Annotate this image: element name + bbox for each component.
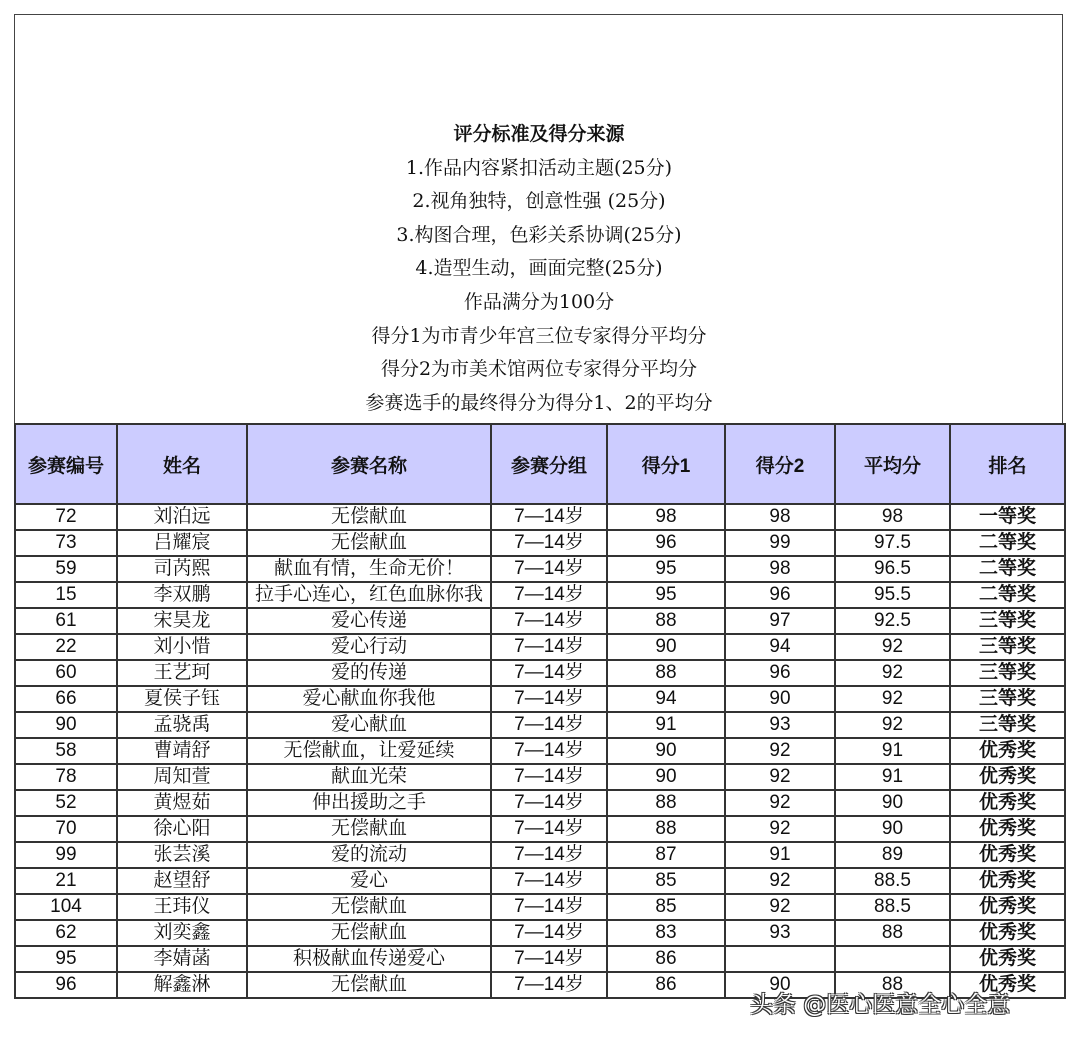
title-cell: 爱的流动 (247, 842, 491, 868)
entry-number-cell: 66 (15, 686, 117, 712)
rank-cell: 三等奖 (950, 686, 1065, 712)
average-cell: 92 (835, 660, 950, 686)
entry-number-cell: 52 (15, 790, 117, 816)
criteria-line: 1.作品内容紧扣活动主题(25分) (405, 156, 673, 179)
score-2-cell: 94 (725, 634, 835, 660)
criteria-line: 得分2为市美术馆两位专家得分平均分 (380, 358, 698, 381)
average-cell: 91 (835, 738, 950, 764)
average-cell: 92 (835, 712, 950, 738)
group-cell: 7—14岁 (491, 634, 607, 660)
score-2-cell: 92 (725, 790, 835, 816)
entry-number-cell: 58 (15, 738, 117, 764)
rank-cell: 二等奖 (950, 556, 1065, 582)
score-1-cell: 95 (607, 556, 725, 582)
score-2-cell: 92 (725, 764, 835, 790)
criteria-title: 评分标准及得分来源 (453, 123, 625, 145)
name-cell: 孟骁禹 (117, 712, 247, 738)
column-header: 参赛名称 (247, 424, 491, 504)
group-cell: 7—14岁 (491, 816, 607, 842)
title-cell: 无偿献血 (247, 972, 491, 998)
rank-cell: 优秀奖 (950, 894, 1065, 920)
name-cell: 解鑫淋 (117, 972, 247, 998)
column-header: 排名 (950, 424, 1065, 504)
score-2-cell: 93 (725, 920, 835, 946)
group-cell: 7—14岁 (491, 582, 607, 608)
average-cell: 96.5 (835, 556, 950, 582)
title-cell: 献血光荣 (247, 764, 491, 790)
score-1-cell: 86 (607, 946, 725, 972)
column-header: 参赛编号 (15, 424, 117, 504)
name-cell: 宋昊龙 (117, 608, 247, 634)
entry-number-cell: 15 (15, 582, 117, 608)
score-1-cell: 86 (607, 972, 725, 998)
rank-cell: 优秀奖 (950, 764, 1065, 790)
table-row (15, 556, 1065, 582)
group-cell: 7—14岁 (491, 608, 607, 634)
group-cell: 7—14岁 (491, 946, 607, 972)
rank-cell: 二等奖 (950, 530, 1065, 556)
name-cell: 刘泊远 (117, 504, 247, 530)
name-cell: 李婧菡 (117, 946, 247, 972)
average-cell: 91 (835, 764, 950, 790)
title-cell: 拉手心连心，红色血脉你我 (247, 582, 491, 608)
average-cell: 92 (835, 686, 950, 712)
table-row (15, 608, 1065, 634)
title-cell: 爱心献血你我他 (247, 686, 491, 712)
group-cell: 7—14岁 (491, 660, 607, 686)
table-row (15, 946, 1065, 972)
table-row (15, 790, 1065, 816)
entry-number-cell: 104 (15, 894, 117, 920)
table-row (15, 634, 1065, 660)
name-cell: 夏侯子钰 (117, 686, 247, 712)
score-2-cell (725, 946, 835, 972)
table-row (15, 868, 1065, 894)
group-cell: 7—14岁 (491, 530, 607, 556)
rank-cell: 优秀奖 (950, 972, 1065, 998)
average-cell: 89 (835, 842, 950, 868)
results-table (14, 423, 1066, 999)
name-cell: 王艺珂 (117, 660, 247, 686)
column-header: 得分1 (607, 424, 725, 504)
score-2-cell: 96 (725, 660, 835, 686)
score-1-cell: 85 (607, 868, 725, 894)
score-2-cell: 92 (725, 868, 835, 894)
watermark: 头条 @医心医意全心全意 (750, 992, 1011, 1018)
score-2-cell: 97 (725, 608, 835, 634)
score-1-cell: 90 (607, 738, 725, 764)
score-1-cell: 96 (607, 530, 725, 556)
rank-cell: 一等奖 (950, 504, 1065, 530)
group-cell: 7—14岁 (491, 842, 607, 868)
criteria-line: 得分1为市青少年宫三位专家得分平均分 (371, 324, 707, 347)
name-cell: 刘奕鑫 (117, 920, 247, 946)
rank-cell: 优秀奖 (950, 946, 1065, 972)
score-1-cell: 90 (607, 764, 725, 790)
group-cell: 7—14岁 (491, 712, 607, 738)
criteria-line: 作品满分为100分 (463, 290, 615, 313)
group-cell: 7—14岁 (491, 920, 607, 946)
average-cell: 95.5 (835, 582, 950, 608)
group-cell: 7—14岁 (491, 504, 607, 530)
group-cell: 7—14岁 (491, 972, 607, 998)
score-2-cell: 98 (725, 556, 835, 582)
average-cell: 92 (835, 634, 950, 660)
entry-number-cell: 95 (15, 946, 117, 972)
table-row (15, 920, 1065, 946)
title-cell: 爱心 (247, 868, 491, 894)
entry-number-cell: 78 (15, 764, 117, 790)
title-cell: 无偿献血 (247, 920, 491, 946)
average-cell: 98 (835, 504, 950, 530)
score-2-cell: 90 (725, 972, 835, 998)
group-cell: 7—14岁 (491, 790, 607, 816)
title-cell: 无偿献血，让爱延续 (247, 738, 491, 764)
entry-number-cell: 61 (15, 608, 117, 634)
group-cell: 7—14岁 (491, 894, 607, 920)
title-cell: 爱心献血 (247, 712, 491, 738)
name-cell: 徐心阳 (117, 816, 247, 842)
group-cell: 7—14岁 (491, 738, 607, 764)
score-2-cell: 92 (725, 738, 835, 764)
rank-cell: 三等奖 (950, 660, 1065, 686)
group-cell: 7—14岁 (491, 556, 607, 582)
entry-number-cell: 73 (15, 530, 117, 556)
score-2-cell: 98 (725, 504, 835, 530)
table-row (15, 842, 1065, 868)
score-2-cell: 99 (725, 530, 835, 556)
score-1-cell: 95 (607, 582, 725, 608)
name-cell: 周知萱 (117, 764, 247, 790)
entry-number-cell: 96 (15, 972, 117, 998)
score-2-cell: 90 (725, 686, 835, 712)
title-cell: 无偿献血 (247, 530, 491, 556)
title-cell: 无偿献血 (247, 894, 491, 920)
score-1-cell: 88 (607, 790, 725, 816)
title-cell: 无偿献血 (247, 504, 491, 530)
criteria-line: 2.视角独特，创意性强 (25分) (412, 190, 666, 213)
group-cell: 7—14岁 (491, 686, 607, 712)
score-2-cell: 93 (725, 712, 835, 738)
column-header: 参赛分组 (491, 424, 607, 504)
rank-cell: 优秀奖 (950, 790, 1065, 816)
title-cell: 爱心行动 (247, 634, 491, 660)
table-row (15, 686, 1065, 712)
name-cell: 黄煜茹 (117, 790, 247, 816)
title-cell: 积极献血传递爱心 (247, 946, 491, 972)
rank-cell: 优秀奖 (950, 816, 1065, 842)
score-1-cell: 87 (607, 842, 725, 868)
score-2-cell: 91 (725, 842, 835, 868)
title-cell: 爱的传递 (247, 660, 491, 686)
score-2-cell: 92 (725, 816, 835, 842)
name-cell: 司芮熙 (117, 556, 247, 582)
name-cell: 刘小惜 (117, 634, 247, 660)
average-cell: 88.5 (835, 868, 950, 894)
name-cell: 吕耀宸 (117, 530, 247, 556)
column-header: 得分2 (725, 424, 835, 504)
score-1-cell: 90 (607, 634, 725, 660)
rank-cell: 优秀奖 (950, 920, 1065, 946)
name-cell: 王玮仪 (117, 894, 247, 920)
title-cell: 无偿献血 (247, 816, 491, 842)
average-cell: 88.5 (835, 894, 950, 920)
score-1-cell: 91 (607, 712, 725, 738)
entry-number-cell: 21 (15, 868, 117, 894)
table-row (15, 660, 1065, 686)
entry-number-cell: 99 (15, 842, 117, 868)
score-1-cell: 83 (607, 920, 725, 946)
column-header: 平均分 (835, 424, 950, 504)
table-row (15, 816, 1065, 842)
score-1-cell: 88 (607, 608, 725, 634)
title-cell: 献血有情，生命无价！ (247, 556, 491, 582)
entry-number-cell: 59 (15, 556, 117, 582)
average-cell: 92.5 (835, 608, 950, 634)
rank-cell: 优秀奖 (950, 842, 1065, 868)
entry-number-cell: 90 (15, 712, 117, 738)
table-header-row (15, 424, 1065, 504)
average-cell (835, 946, 950, 972)
entry-number-cell: 62 (15, 920, 117, 946)
score-1-cell: 94 (607, 686, 725, 712)
rank-cell: 二等奖 (950, 582, 1065, 608)
rank-cell: 优秀奖 (950, 738, 1065, 764)
score-2-cell: 96 (725, 582, 835, 608)
title-cell: 伸出援助之手 (247, 790, 491, 816)
name-cell: 赵望舒 (117, 868, 247, 894)
rank-cell: 三等奖 (950, 634, 1065, 660)
title-cell: 爱心传递 (247, 608, 491, 634)
column-header: 姓名 (117, 424, 247, 504)
table-row (15, 504, 1065, 530)
rank-cell: 三等奖 (950, 608, 1065, 634)
name-cell: 曹靖舒 (117, 738, 247, 764)
name-cell: 张芸溪 (117, 842, 247, 868)
table-row (15, 582, 1065, 608)
group-cell: 7—14岁 (491, 868, 607, 894)
score-1-cell: 88 (607, 816, 725, 842)
criteria-line: 3.构图合理，色彩关系协调(25分) (396, 223, 682, 246)
scoring-criteria (14, 118, 1064, 420)
average-cell: 90 (835, 790, 950, 816)
score-1-cell: 85 (607, 894, 725, 920)
criteria-line: 4.造型生动，画面完整(25分) (415, 257, 663, 280)
average-cell: 88 (835, 920, 950, 946)
entry-number-cell: 60 (15, 660, 117, 686)
table-row (15, 738, 1065, 764)
score-2-cell: 92 (725, 894, 835, 920)
entry-number-cell: 22 (15, 634, 117, 660)
name-cell: 李双鹏 (117, 582, 247, 608)
table-row (15, 894, 1065, 920)
average-cell: 90 (835, 816, 950, 842)
score-1-cell: 98 (607, 504, 725, 530)
entry-number-cell: 70 (15, 816, 117, 842)
entry-number-cell: 72 (15, 504, 117, 530)
rank-cell: 三等奖 (950, 712, 1065, 738)
average-cell: 97.5 (835, 530, 950, 556)
score-1-cell: 88 (607, 660, 725, 686)
rank-cell: 优秀奖 (950, 868, 1065, 894)
table-row (15, 712, 1065, 738)
table-row (15, 764, 1065, 790)
average-cell: 88 (835, 972, 950, 998)
group-cell: 7—14岁 (491, 764, 607, 790)
criteria-line: 参赛选手的最终得分为得分1、2的平均分 (365, 391, 713, 414)
table-row (15, 530, 1065, 556)
